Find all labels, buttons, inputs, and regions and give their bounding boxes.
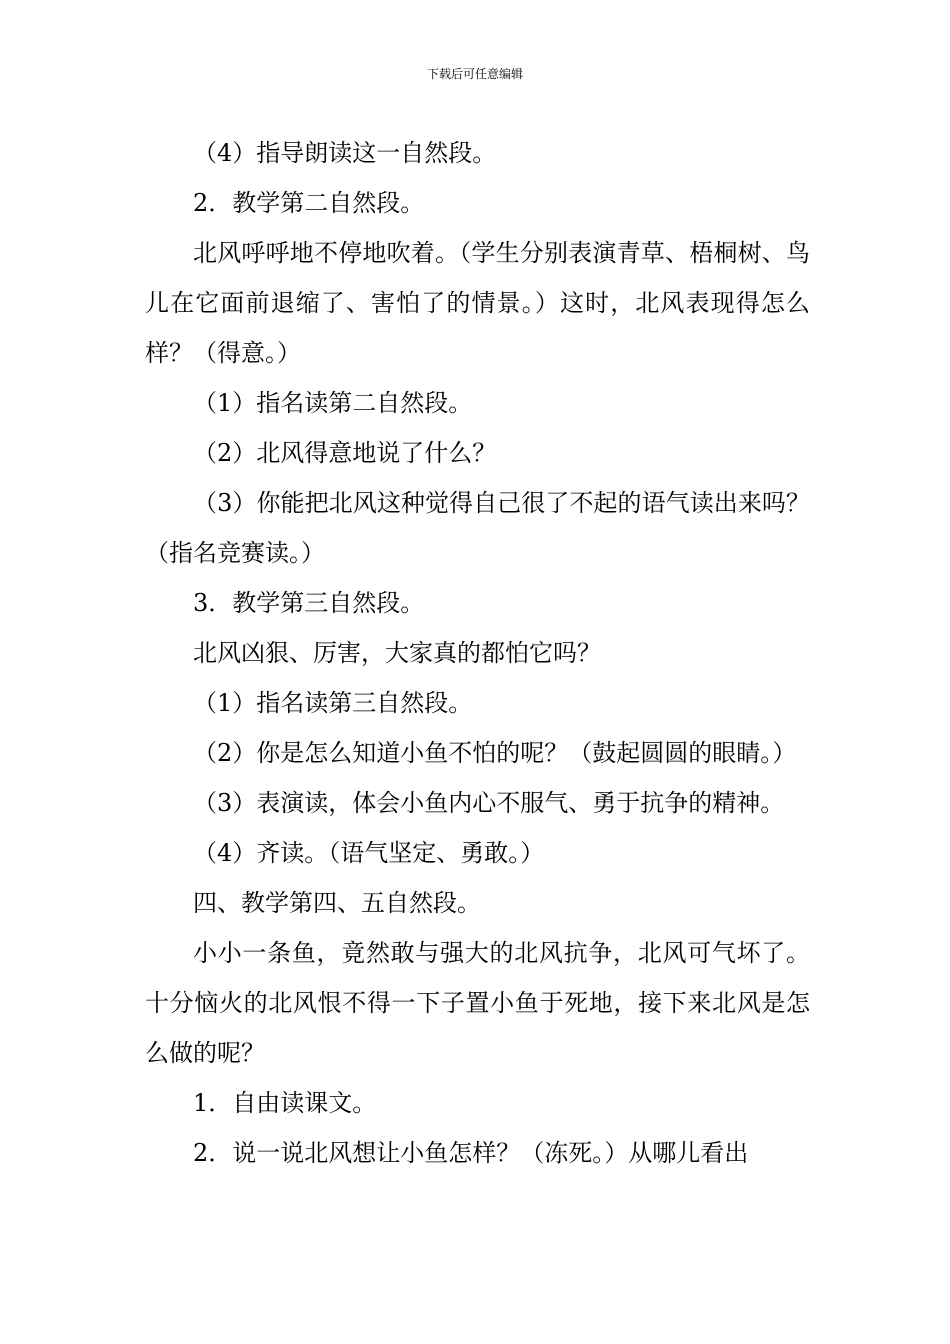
document-body <box>145 128 810 1178</box>
paragraph: 北风凶狠、厉害，大家真的都怕它吗？ <box>193 639 601 667</box>
paragraph: 2．说一说北风想让小鱼怎样？（冻死。）从哪儿看出 <box>193 1139 749 1167</box>
paragraph: 小小一条鱼，竟然敢与强大的北风抗争，北风可气坏了。十分恼火的北风恨不得一下子置小鱼于死地，接下来北风是怎么做的呢？ <box>145 939 810 1067</box>
page-header: 下载后可任意编辑 <box>426 67 523 81</box>
paragraph: （3）你能把北风这种觉得自己很了不起的语气读出来吗？（指名竞赛读。） <box>145 489 810 567</box>
paragraph: 1．自由读课文。 <box>193 1089 377 1117</box>
paragraph: 3．教学第三自然段。 <box>193 589 425 617</box>
paragraph: 2．教学第二自然段。 <box>193 189 425 217</box>
paragraph: （1）指名读第二自然段。 <box>193 389 473 417</box>
paragraph: 四、教学第四、五自然段。 <box>193 889 481 917</box>
paragraph: 北风呼呼地不停地吹着。（学生分别表演青草、梧桐树、鸟儿在它面前退缩了、害怕了的情景。）这时，北风表现得怎么样？（得意。） <box>145 239 810 367</box>
paragraph: （4）指导朗读这一自然段。 <box>193 139 497 167</box>
paragraph: （2）北风得意地说了什么？ <box>193 439 497 467</box>
paragraph: （3）表演读，体会小鱼内心不服气、勇于抗争的精神。 <box>193 789 785 817</box>
paragraph: （4）齐读。（语气坚定、勇敢。） <box>193 839 545 867</box>
paragraph: （1）指名读第三自然段。 <box>193 689 473 717</box>
paragraph: （2）你是怎么知道小鱼不怕的呢？（鼓起圆圆的眼睛。） <box>193 739 797 767</box>
